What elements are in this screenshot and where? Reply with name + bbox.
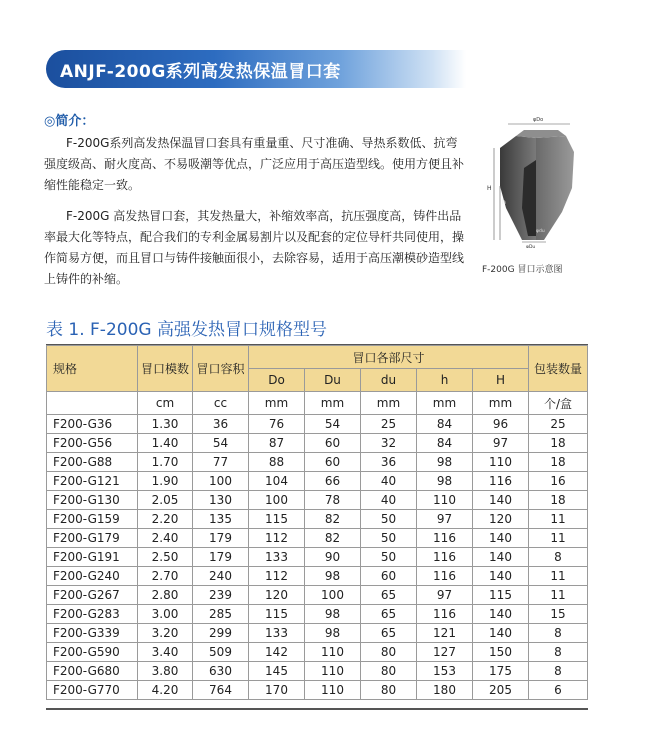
row-spec-cell: F200-G770	[47, 681, 138, 700]
row-value-cell: 25	[361, 415, 417, 434]
row-value-cell: 299	[193, 624, 249, 643]
row-value-cell: 77	[193, 453, 249, 472]
header-du-lower: du	[361, 369, 417, 392]
row-value-cell: 2.20	[138, 510, 193, 529]
label-du: φDu	[526, 245, 536, 248]
row-value-cell: 84	[417, 434, 473, 453]
table-row	[47, 510, 588, 529]
header-spec: 规格	[47, 346, 138, 392]
row-value-cell: 54	[305, 415, 361, 434]
row-spec-cell: F200-G680	[47, 662, 138, 681]
row-value-cell: 65	[361, 586, 417, 605]
table-row	[47, 548, 588, 567]
riser-sleeve-diagram	[478, 108, 588, 248]
unit-cell: mm	[249, 392, 305, 415]
row-value-cell: 3.80	[138, 662, 193, 681]
header-volume: 冒口容积	[193, 346, 249, 392]
row-value-cell: 36	[361, 453, 417, 472]
unit-cell: cm	[138, 392, 193, 415]
row-value-cell: 97	[417, 510, 473, 529]
row-value-cell: 18	[529, 453, 588, 472]
row-value-cell: 18	[529, 434, 588, 453]
row-value-cell: 8	[529, 662, 588, 681]
table-row	[47, 453, 588, 472]
row-value-cell: 115	[249, 605, 305, 624]
label-do: φDo	[533, 117, 544, 123]
row-spec-cell: F200-G88	[47, 453, 138, 472]
table-row	[47, 605, 588, 624]
unit-cell	[47, 392, 138, 415]
row-value-cell: 98	[417, 472, 473, 491]
row-value-cell: 2.40	[138, 529, 193, 548]
row-value-cell: 2.70	[138, 567, 193, 586]
table-row	[47, 567, 588, 586]
label-du-lower: φdu	[536, 229, 545, 234]
row-value-cell: 82	[305, 510, 361, 529]
row-value-cell: 240	[193, 567, 249, 586]
row-value-cell: 2.80	[138, 586, 193, 605]
header-h-small: h	[417, 369, 473, 392]
header-do: Do	[249, 369, 305, 392]
row-value-cell: 110	[417, 491, 473, 510]
row-value-cell: 11	[529, 567, 588, 586]
row-value-cell: 88	[249, 453, 305, 472]
unit-cell: 个/盒	[529, 392, 588, 415]
row-value-cell: 25	[529, 415, 588, 434]
row-value-cell: 98	[417, 453, 473, 472]
row-value-cell: 11	[529, 586, 588, 605]
row-value-cell: 96	[473, 415, 529, 434]
table-row	[47, 434, 588, 453]
row-value-cell: 3.20	[138, 624, 193, 643]
row-value-cell: 40	[361, 491, 417, 510]
row-value-cell: 65	[361, 624, 417, 643]
header-du-upper: Du	[305, 369, 361, 392]
row-value-cell: 140	[473, 491, 529, 510]
page-title: ANJF-200G系列高发热保温冒口套	[60, 62, 341, 82]
row-spec-cell: F200-G283	[47, 605, 138, 624]
row-value-cell: 133	[249, 624, 305, 643]
intro-heading: ◎简介：	[44, 114, 95, 129]
row-value-cell: 76	[249, 415, 305, 434]
row-value-cell: 145	[249, 662, 305, 681]
table-body	[47, 415, 588, 700]
row-value-cell: 630	[193, 662, 249, 681]
row-value-cell: 130	[193, 491, 249, 510]
header-pack: 包装数量	[529, 346, 588, 392]
row-value-cell: 98	[305, 567, 361, 586]
row-value-cell: 3.00	[138, 605, 193, 624]
row-value-cell: 239	[193, 586, 249, 605]
row-value-cell: 36	[193, 415, 249, 434]
table-row	[47, 472, 588, 491]
row-value-cell: 110	[473, 453, 529, 472]
row-value-cell: 110	[305, 662, 361, 681]
row-spec-cell: F200-G36	[47, 415, 138, 434]
row-value-cell: 110	[305, 643, 361, 662]
row-value-cell: 100	[249, 491, 305, 510]
intro-paragraph-2: F-200G 高发热冒口套，其发热量大，补缩效率高，抗压强度高，铸件出品率最大化等特点，配合我们的专利金属易割片以及配套的定位导杆共同使用，操作简易方便，而且冒口与铸件接触面很小，去除容易，适用于高压潮模砂造型线上铸件的补缩。	[44, 209, 465, 286]
table-row	[47, 624, 588, 643]
row-value-cell: 11	[529, 510, 588, 529]
row-spec-cell: F200-G240	[47, 567, 138, 586]
row-value-cell: 179	[193, 548, 249, 567]
row-value-cell: 116	[417, 567, 473, 586]
table-row	[47, 415, 588, 434]
row-value-cell: 87	[249, 434, 305, 453]
row-value-cell: 115	[249, 510, 305, 529]
row-value-cell: 8	[529, 624, 588, 643]
row-value-cell: 84	[417, 415, 473, 434]
row-value-cell: 3.40	[138, 643, 193, 662]
row-value-cell: 97	[417, 586, 473, 605]
row-value-cell: 80	[361, 662, 417, 681]
row-value-cell: 133	[249, 548, 305, 567]
figure-caption: F-200G 冒口示意图	[482, 265, 563, 275]
row-value-cell: 1.70	[138, 453, 193, 472]
row-value-cell: 764	[193, 681, 249, 700]
row-value-cell: 8	[529, 548, 588, 567]
row-value-cell: 140	[473, 605, 529, 624]
row-value-cell: 32	[361, 434, 417, 453]
spec-table	[46, 345, 588, 700]
row-value-cell: 509	[193, 643, 249, 662]
header-modulus: 冒口模数	[138, 346, 193, 392]
row-value-cell: 112	[249, 567, 305, 586]
label-h: h	[502, 199, 506, 206]
header-h-large: H	[473, 369, 529, 392]
row-value-cell: 2.50	[138, 548, 193, 567]
row-value-cell: 98	[305, 624, 361, 643]
row-spec-cell: F200-G56	[47, 434, 138, 453]
row-value-cell: 127	[417, 643, 473, 662]
row-value-cell: 11	[529, 529, 588, 548]
row-value-cell: 121	[417, 624, 473, 643]
row-value-cell: 115	[473, 586, 529, 605]
row-value-cell: 150	[473, 643, 529, 662]
row-value-cell: 285	[193, 605, 249, 624]
table-row	[47, 681, 588, 700]
header-row-1	[47, 346, 588, 369]
intro-paragraph-1: F-200G系列高发热保温冒口套具有重量重、尺寸准确、导热系数低、抗弯强度级高、耐火度高、不易吸潮等优点，广泛应用于高压造型线。使用方便且补缩性能稳定一致。	[44, 136, 465, 192]
row-value-cell: 50	[361, 529, 417, 548]
table-row	[47, 491, 588, 510]
row-value-cell: 140	[473, 548, 529, 567]
row-value-cell: 60	[305, 453, 361, 472]
row-value-cell: 40	[361, 472, 417, 491]
row-value-cell: 1.40	[138, 434, 193, 453]
row-value-cell: 80	[361, 681, 417, 700]
row-value-cell: 90	[305, 548, 361, 567]
row-value-cell: 120	[249, 586, 305, 605]
row-spec-cell: F200-G267	[47, 586, 138, 605]
unit-cell: mm	[417, 392, 473, 415]
row-value-cell: 140	[473, 567, 529, 586]
table-bottom-rule	[46, 708, 588, 710]
row-value-cell: 175	[473, 662, 529, 681]
unit-cell: mm	[361, 392, 417, 415]
units-row	[47, 392, 588, 415]
row-value-cell: 2.05	[138, 491, 193, 510]
row-value-cell: 50	[361, 510, 417, 529]
row-value-cell: 153	[417, 662, 473, 681]
row-value-cell: 8	[529, 643, 588, 662]
row-value-cell: 54	[193, 434, 249, 453]
row-value-cell: 135	[193, 510, 249, 529]
header-dims: 冒口各部尺寸	[249, 346, 529, 369]
row-value-cell: 116	[417, 605, 473, 624]
row-value-cell: 120	[473, 510, 529, 529]
row-value-cell: 16	[529, 472, 588, 491]
row-value-cell: 98	[305, 605, 361, 624]
row-value-cell: 205	[473, 681, 529, 700]
unit-cell: mm	[305, 392, 361, 415]
row-spec-cell: F200-G339	[47, 624, 138, 643]
row-value-cell: 97	[473, 434, 529, 453]
table-title: 表 1. F-200G 高强发热冒口规格型号	[46, 320, 327, 340]
row-value-cell: 78	[305, 491, 361, 510]
table-row	[47, 662, 588, 681]
label-H: H	[487, 185, 492, 192]
row-value-cell: 6	[529, 681, 588, 700]
row-value-cell: 104	[249, 472, 305, 491]
row-value-cell: 116	[417, 529, 473, 548]
row-value-cell: 170	[249, 681, 305, 700]
row-value-cell: 66	[305, 472, 361, 491]
table-row	[47, 643, 588, 662]
row-value-cell: 65	[361, 605, 417, 624]
row-value-cell: 140	[473, 529, 529, 548]
row-value-cell: 50	[361, 548, 417, 567]
row-value-cell: 1.90	[138, 472, 193, 491]
row-spec-cell: F200-G130	[47, 491, 138, 510]
row-value-cell: 100	[305, 586, 361, 605]
row-value-cell: 60	[305, 434, 361, 453]
row-value-cell: 140	[473, 624, 529, 643]
row-value-cell: 179	[193, 529, 249, 548]
row-spec-cell: F200-G590	[47, 643, 138, 662]
row-value-cell: 100	[193, 472, 249, 491]
row-value-cell: 4.20	[138, 681, 193, 700]
row-spec-cell: F200-G121	[47, 472, 138, 491]
row-value-cell: 142	[249, 643, 305, 662]
row-value-cell: 180	[417, 681, 473, 700]
row-value-cell: 82	[305, 529, 361, 548]
row-value-cell: 80	[361, 643, 417, 662]
table-row	[47, 529, 588, 548]
row-value-cell: 60	[361, 567, 417, 586]
unit-cell: mm	[473, 392, 529, 415]
row-value-cell: 112	[249, 529, 305, 548]
row-value-cell: 116	[473, 472, 529, 491]
table-row	[47, 586, 588, 605]
row-value-cell: 1.30	[138, 415, 193, 434]
row-value-cell: 18	[529, 491, 588, 510]
row-spec-cell: F200-G159	[47, 510, 138, 529]
unit-cell: cc	[193, 392, 249, 415]
row-value-cell: 15	[529, 605, 588, 624]
row-value-cell: 116	[417, 548, 473, 567]
row-spec-cell: F200-G179	[47, 529, 138, 548]
row-spec-cell: F200-G191	[47, 548, 138, 567]
row-value-cell: 110	[305, 681, 361, 700]
